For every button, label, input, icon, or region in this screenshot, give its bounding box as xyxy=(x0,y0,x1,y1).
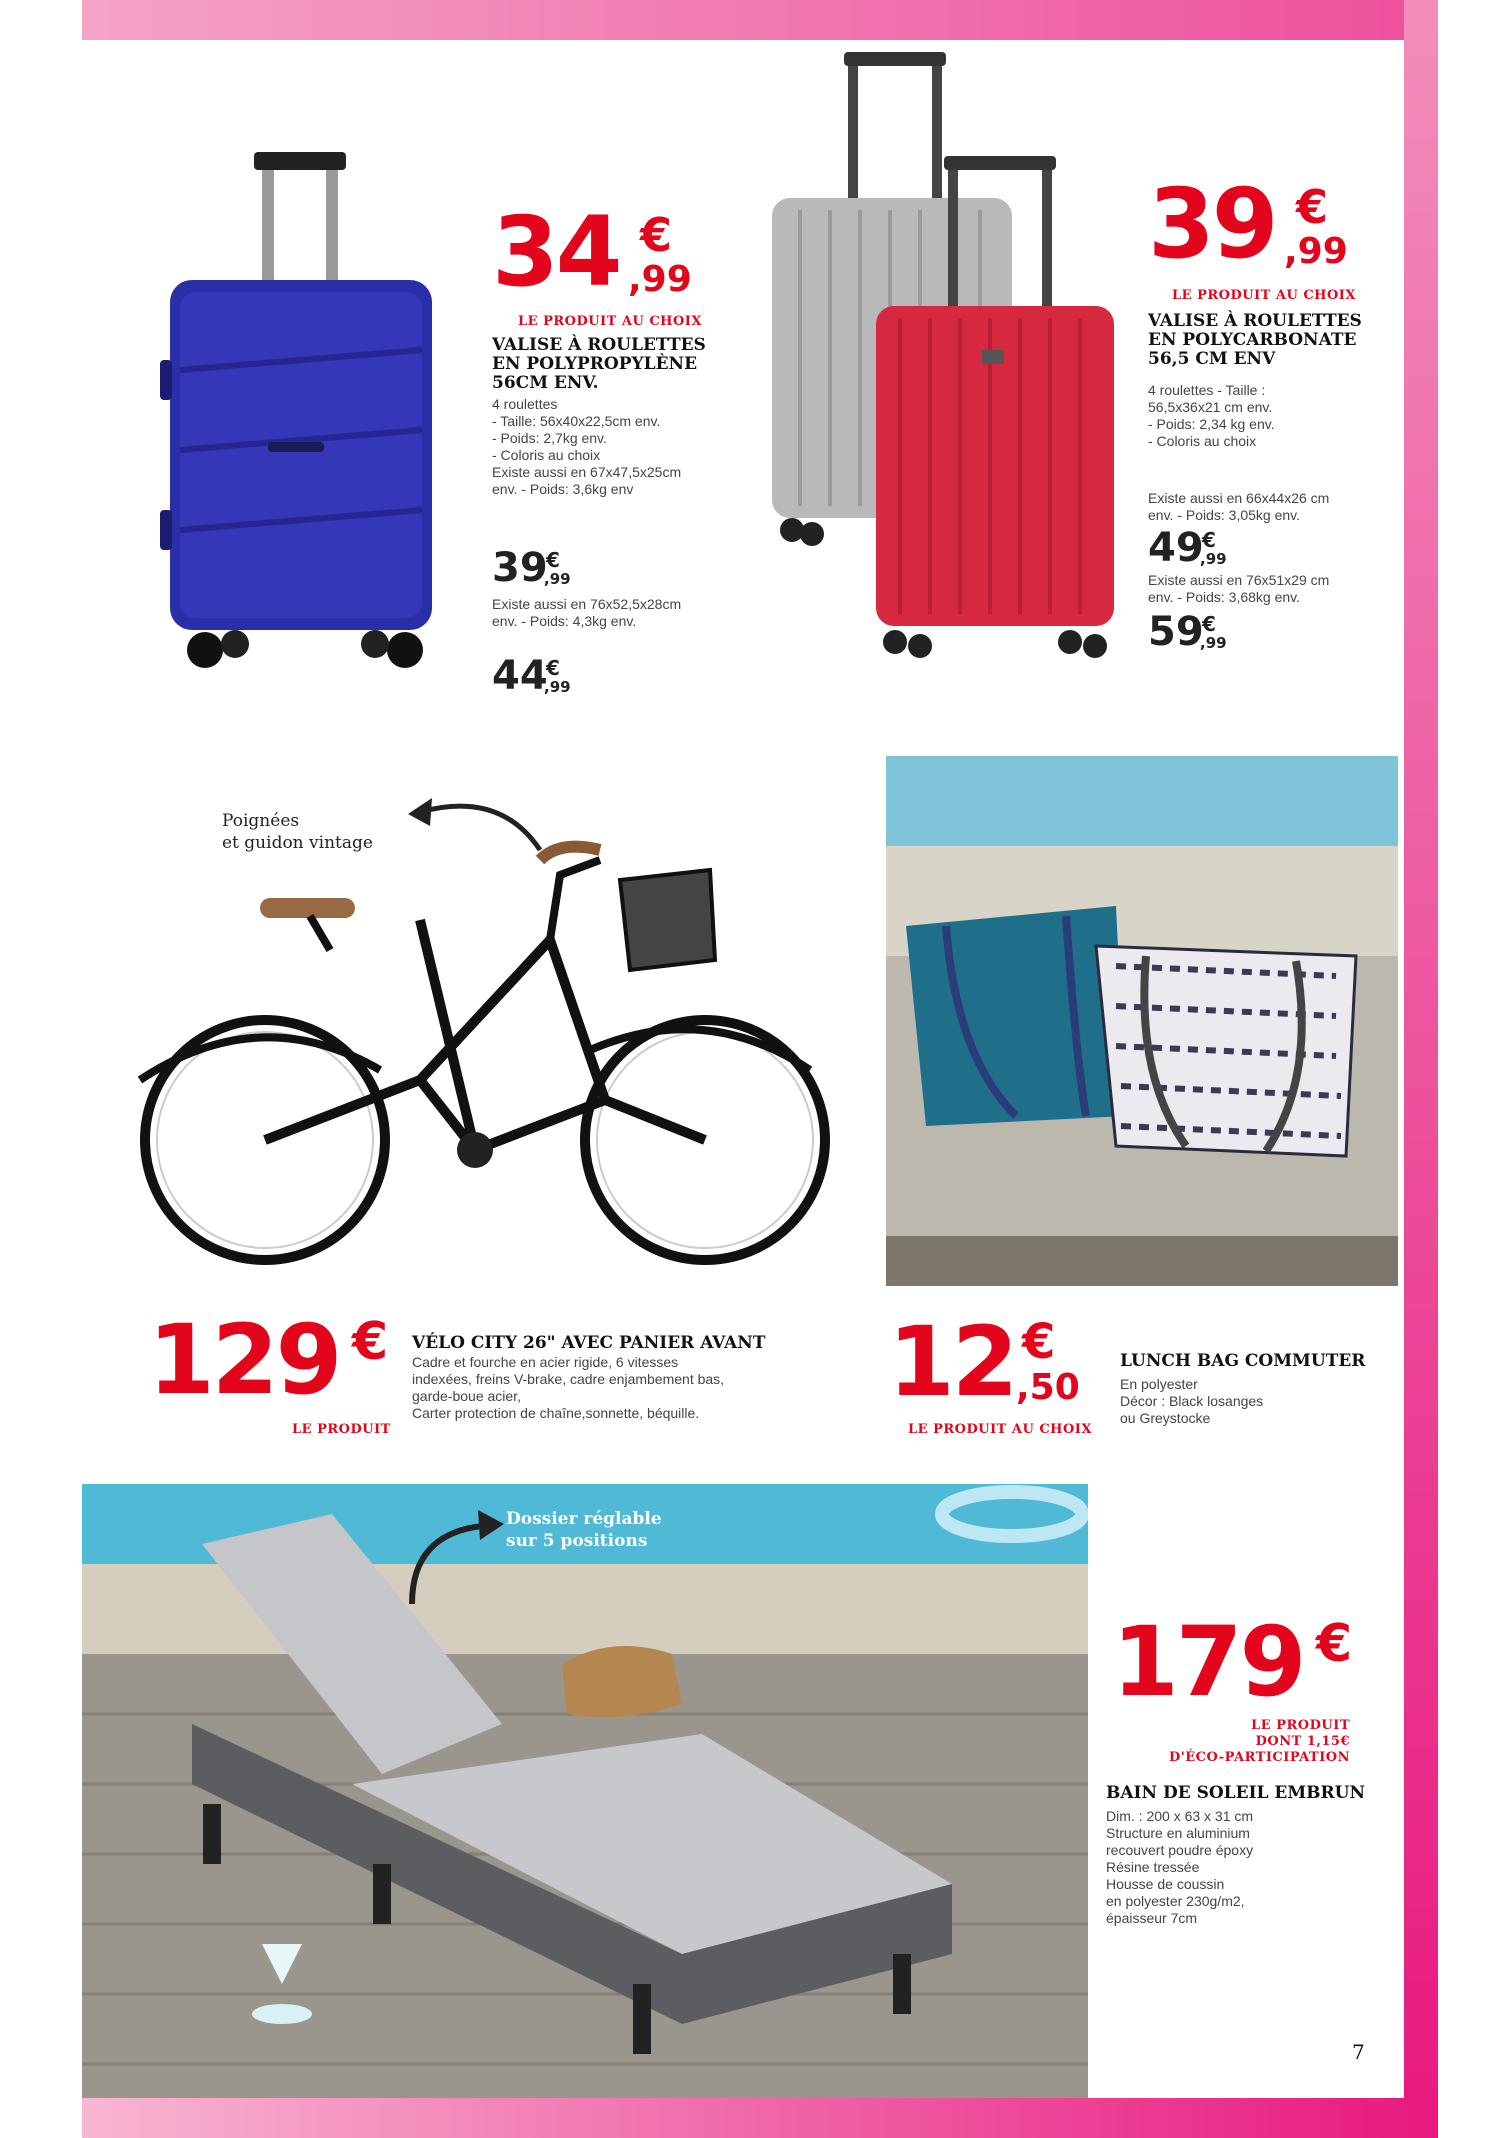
lounger-desc-line: en polyester 230g/m2, xyxy=(1106,1893,1245,1909)
blue-suitcase-image xyxy=(150,150,450,680)
suitcase1-desc-line: - Coloris au choix xyxy=(492,447,601,463)
suitcase1-alt1-currency: € xyxy=(546,548,560,572)
suitcase1-price-integer: 34 xyxy=(492,196,620,308)
bike-callout-line: et guidon vintage xyxy=(222,833,373,853)
suitcase1-alt1-decimal: ,99 xyxy=(544,570,571,588)
page-number: 7 xyxy=(1352,2040,1365,2064)
suitcase2-title xyxy=(1148,312,1362,369)
suitcase2-alt2-line: env. - Poids: 3,68kg env. xyxy=(1148,589,1301,605)
page-frame-right xyxy=(1404,0,1438,2138)
suitcase1-alt2-description xyxy=(492,596,681,630)
bike-label: LE PRODUIT xyxy=(292,1422,391,1437)
suitcase2-title-line: 56,5 CM ENV xyxy=(1148,349,1276,369)
suitcase1-price xyxy=(492,196,732,308)
suitcase2-desc-line: - Poids: 2,34 kg env. xyxy=(1148,416,1275,432)
suitcase1-desc-line: - Taille: 56x40x22,5cm env. xyxy=(492,413,661,429)
suitcase2-alt2-currency: € xyxy=(1202,612,1216,636)
lounger-description xyxy=(1106,1808,1253,1927)
lounger-title: BAIN DE SOLEIL EMBRUN xyxy=(1106,1783,1366,1803)
lunchbag-price-currency: € xyxy=(1022,1314,1056,1370)
suitcase1-alt1-integer: 39 xyxy=(492,545,548,591)
suitcase1-price-currency: € xyxy=(640,208,673,262)
suitcase2-alt2-line: Existe aussi en 76x51x29 cm xyxy=(1148,572,1330,588)
suitcase1-label: LE PRODUIT AU CHOIX xyxy=(518,314,702,329)
suitcase1-desc-line: - Poids: 2,7kg env. xyxy=(492,430,607,446)
lounger-desc-line: Résine tressée xyxy=(1106,1859,1200,1875)
suitcase1-alt-price-1 xyxy=(492,545,548,591)
lounger-price-currency: € xyxy=(1316,1614,1353,1674)
suitcase1-title-line: 56CM ENV. xyxy=(492,373,599,393)
suitcase2-price-currency: € xyxy=(1296,180,1329,234)
suitcase1-desc-line: Existe aussi en 67x47,5x25cm xyxy=(492,464,682,480)
lunchbag-price-decimal: ,50 xyxy=(1016,1367,1080,1408)
silver-red-suitcases-image xyxy=(760,50,1130,690)
suitcase2-title-line: VALISE À ROULETTES xyxy=(1148,311,1362,331)
suitcase2-title-line: EN POLYCARBONATE xyxy=(1148,330,1357,350)
suitcase1-alt2-currency: € xyxy=(546,656,560,680)
lounger-desc-line: Dim. : 200 x 63 x 31 cm xyxy=(1106,1808,1254,1824)
suitcase2-alt1-line: Existe aussi en 66x44x26 cm xyxy=(1148,490,1330,506)
bike-price-integer: 129 xyxy=(148,1304,340,1416)
suitcase2-alt1-currency: € xyxy=(1202,528,1216,552)
suitcase2-alt1-decimal: ,99 xyxy=(1200,550,1227,568)
suitcase1-alt2-decimal: ,99 xyxy=(544,678,571,696)
lounger-desc-line: épaisseur 7cm xyxy=(1106,1910,1198,1926)
suitcase2-desc-line: - Coloris au choix xyxy=(1148,433,1257,449)
bike-desc-line: garde-boue acier, xyxy=(412,1388,521,1404)
lounger-price-integer: 179 xyxy=(1112,1606,1304,1718)
bike-price-currency: € xyxy=(352,1312,389,1372)
suitcase1-title-line: VALISE À ROULETTES xyxy=(492,335,706,355)
lunchbag-desc-line: ou Greystocke xyxy=(1120,1410,1211,1426)
lunchbag-desc-line: En polyester xyxy=(1120,1376,1198,1392)
lounger-desc-line: recouvert poudre époxy xyxy=(1106,1842,1254,1858)
lunchbag-title: LUNCH BAG COMMUTER xyxy=(1120,1351,1366,1371)
suitcase2-label: LE PRODUIT AU CHOIX xyxy=(1172,288,1356,303)
lunchbag-price-integer: 12 xyxy=(888,1306,1016,1418)
suitcase1-alt2-integer: 44 xyxy=(492,653,548,699)
suitcase2-alt2-integer: 59 xyxy=(1148,609,1204,655)
bike-desc-line: Cadre et fourche en acier rigide, 6 vitesses xyxy=(412,1354,679,1370)
sun-lounger-photo xyxy=(82,1484,1088,2098)
bike-description xyxy=(412,1354,724,1422)
lounger-label-line: D'ÉCO-PARTICIPATION xyxy=(1168,1750,1350,1765)
suitcase1-desc-line: env. - Poids: 3,6kg env xyxy=(492,481,634,497)
lounger-callout-line: Dossier réglable xyxy=(506,1509,662,1529)
suitcase2-alt1-line: env. - Poids: 3,05kg env. xyxy=(1148,507,1301,523)
suitcase2-price-decimal: ,99 xyxy=(1284,231,1348,272)
bike-callout-line: Poignées xyxy=(222,811,300,831)
suitcase1-title-line: EN POLYPROPYLÈNE xyxy=(492,354,698,374)
suitcase1-title xyxy=(492,336,706,393)
bike-desc-line: indexées, freins V-brake, cadre enjambement bas, xyxy=(412,1371,725,1387)
lounger-callout-arrow-icon xyxy=(392,1504,512,1614)
suitcase1-price-decimal: ,99 xyxy=(628,259,692,300)
suitcase2-alt2-decimal: ,99 xyxy=(1200,634,1227,652)
lunch-bags-photo xyxy=(886,756,1398,1286)
city-bike-image xyxy=(120,820,840,1310)
suitcase1-alt-price-2 xyxy=(492,653,548,699)
suitcase2-desc-line: 4 roulettes - Taille : xyxy=(1148,382,1266,398)
suitcase2-alt1-integer: 49 xyxy=(1148,525,1204,571)
suitcase2-desc-line: 56,5x36x21 cm env. xyxy=(1148,399,1273,415)
bike-title: VÉLO CITY 26" AVEC PANIER AVANT xyxy=(412,1333,766,1353)
lounger-desc-line: Housse de coussin xyxy=(1106,1876,1225,1892)
lounger-callout-line: sur 5 positions xyxy=(506,1531,648,1551)
suitcase1-alt2-line: Existe aussi en 76x52,5x28cm xyxy=(492,596,682,612)
page-frame-top xyxy=(82,0,1438,40)
lounger-label xyxy=(1120,1718,1350,1766)
lunchbag-desc-line: Décor : Black losanges xyxy=(1120,1393,1264,1409)
suitcase2-alt2-description xyxy=(1148,572,1329,606)
lounger-label-line: DONT 1,15€ xyxy=(1255,1734,1350,1749)
lounger-label-line: LE PRODUIT xyxy=(1251,1718,1350,1733)
suitcase2-description xyxy=(1148,382,1275,450)
suitcase1-desc-line: 4 roulettes xyxy=(492,396,558,412)
lunchbag-description xyxy=(1120,1376,1263,1427)
lounger-desc-line: Structure en aluminium xyxy=(1106,1825,1250,1841)
lounger-callout xyxy=(506,1508,662,1552)
suitcase2-alt1-description xyxy=(1148,490,1329,524)
suitcase1-description xyxy=(492,396,681,498)
page-frame-bottom xyxy=(82,2098,1438,2138)
bike-desc-line: Carter protection de chaîne,sonnette, béquille. xyxy=(412,1405,700,1421)
suitcase1-alt2-line: env. - Poids: 4,3kg env. xyxy=(492,613,637,629)
lunchbag-label: LE PRODUIT AU CHOIX xyxy=(908,1422,1092,1437)
suitcase2-price-integer: 39 xyxy=(1148,168,1276,280)
